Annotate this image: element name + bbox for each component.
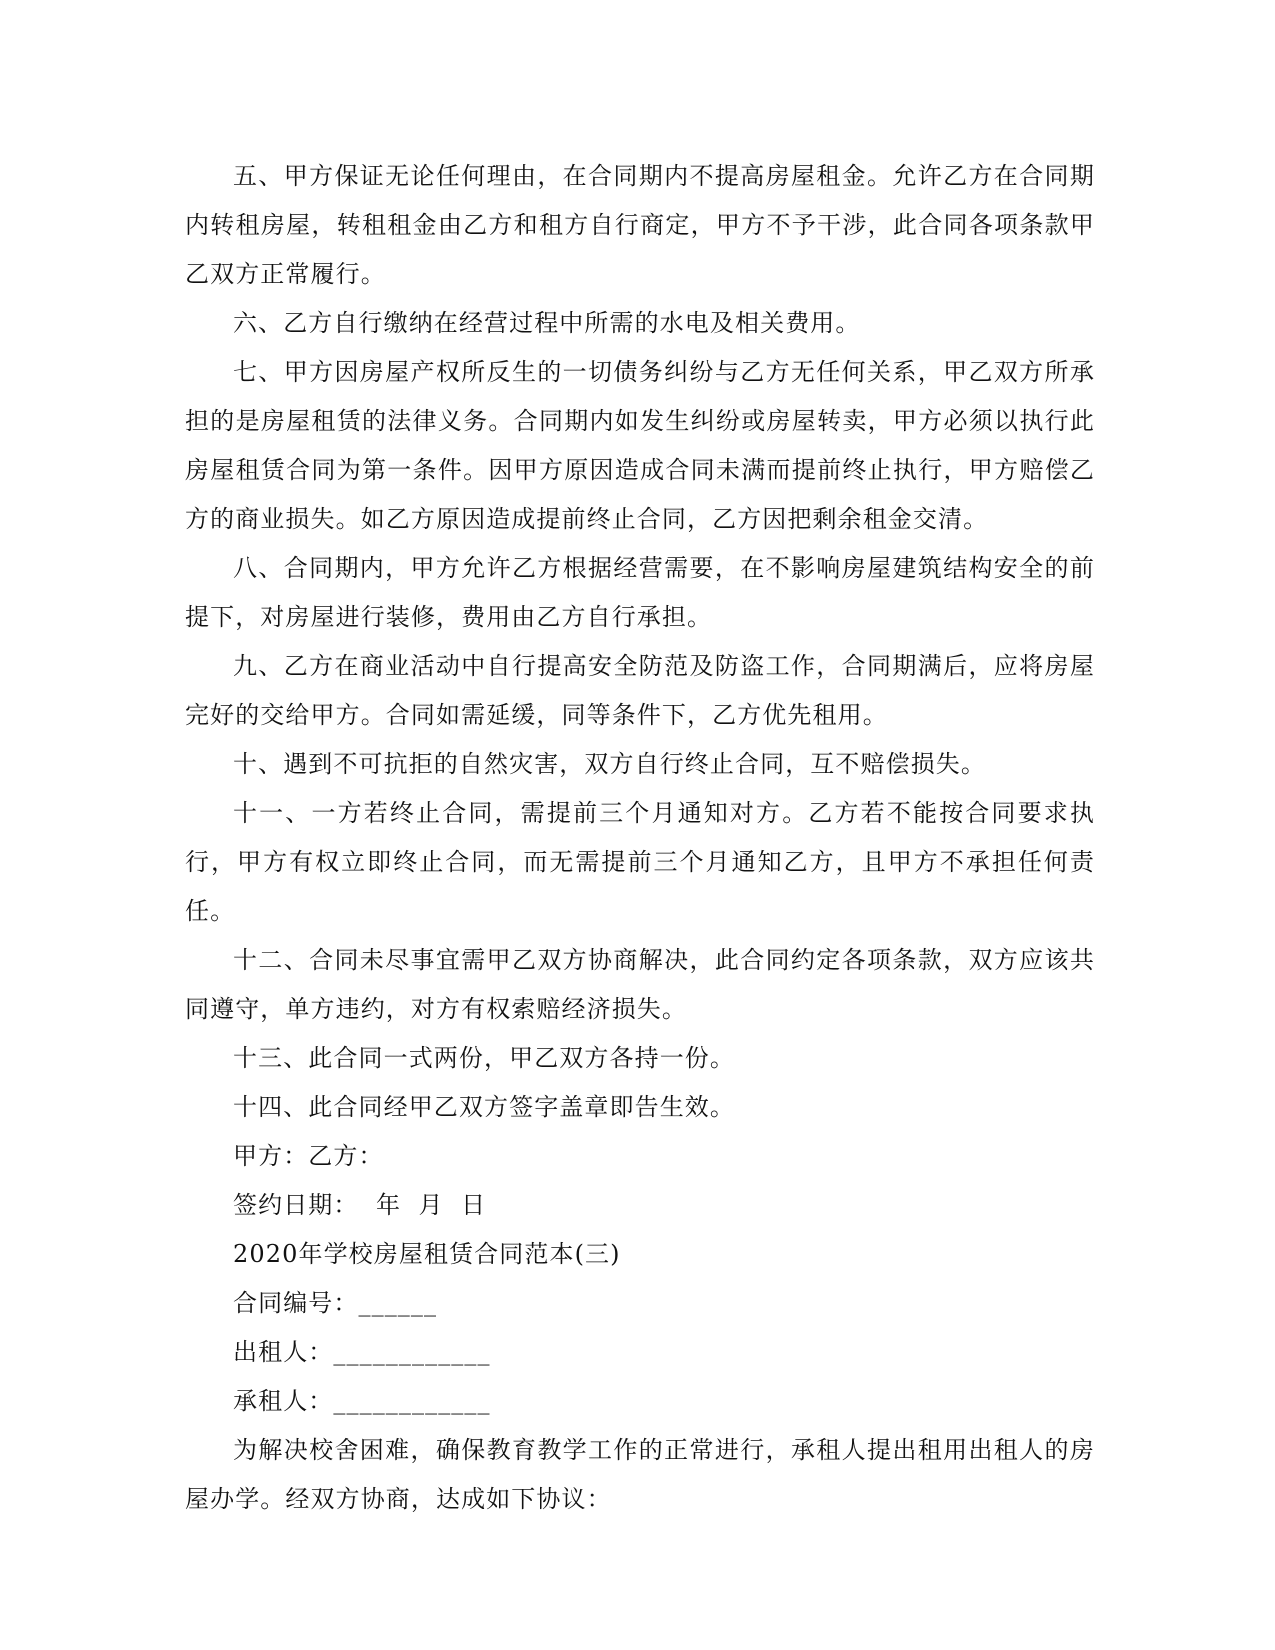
clause-6: 六、乙方自行缴纳在经营过程中所需的水电及相关费用。 — [233, 309, 861, 337]
lessee-blank: ____________ — [333, 1387, 491, 1415]
clause-13: 十三、此合同一式两份，甲乙双方各持一份。 — [233, 1044, 735, 1072]
intro-paragraph: 为解决校舍困难，确保教育教学工作的正常进行，承租人提出租用出租人的房屋办学。经双方协商，达成如下协议： — [185, 1436, 1095, 1513]
document-body — [185, 152, 1095, 1524]
clause-7: 七、甲方因房屋产权所反生的一切债务纠纷与乙方无任何关系，甲乙双方所承担的是房屋租赁的法律义务。合同期内如发生纠纷或房屋转卖，甲方必须以执行此房屋租赁合同为第一条件。因甲方原因造成合同未满而提前终止执行，甲方赔偿乙方的商业损失。如乙方原因造成提前终止合同，乙方因把剩余租金交清。 — [185, 358, 1095, 533]
lessor-blank: ____________ — [333, 1338, 491, 1366]
clause-5: 五、甲方保证无论任何理由，在合同期内不提高房屋租金。允许乙方在合同期内转租房屋，转租租金由乙方和租方自行商定，甲方不予干涉，此合同各项条款甲乙双方正常履行。 — [185, 162, 1095, 288]
contract-number-blank: ______ — [358, 1289, 438, 1317]
lessor-line — [185, 1328, 1095, 1377]
lessor-label: 出租人： — [233, 1338, 334, 1366]
clause-14: 十四、此合同经甲乙双方签字盖章即告生效。 — [233, 1093, 735, 1121]
contract-number-label: 合同编号： — [233, 1289, 359, 1317]
lessee-label: 承租人： — [233, 1387, 334, 1415]
clause-12: 十二、合同未尽事宜需甲乙双方协商解决，此合同约定各项条款，双方应该共同遵守，单方违约，对方有权索赔经济损失。 — [185, 946, 1095, 1023]
lessee-line — [185, 1377, 1095, 1426]
signature-line: 甲方：乙方： — [233, 1142, 384, 1170]
contract-number-line — [185, 1279, 1095, 1328]
clause-11: 十一、一方若终止合同，需提前三个月通知对方。乙方若不能按合同要求执行，甲方有权立即终止合同，而无需提前三个月通知乙方，且甲方不承担任何责任。 — [185, 799, 1095, 925]
signing-date-line: 签约日期： 年 月 日 — [233, 1191, 487, 1219]
clause-9: 九、乙方在商业活动中自行提高安全防范及防盗工作，合同期满后，应将房屋完好的交给甲方。合同如需延缓，同等条件下，乙方优先租用。 — [185, 652, 1095, 729]
clause-8: 八、合同期内，甲方允许乙方根据经营需要，在不影响房屋建筑结构安全的前提下，对房屋进行装修，费用由乙方自行承担。 — [185, 554, 1095, 631]
clause-10: 十、遇到不可抗拒的自然灾害，双方自行终止合同，互不赔偿损失。 — [233, 750, 986, 778]
contract-template-title: 2020年学校房屋租赁合同范本(三) — [233, 1240, 621, 1268]
